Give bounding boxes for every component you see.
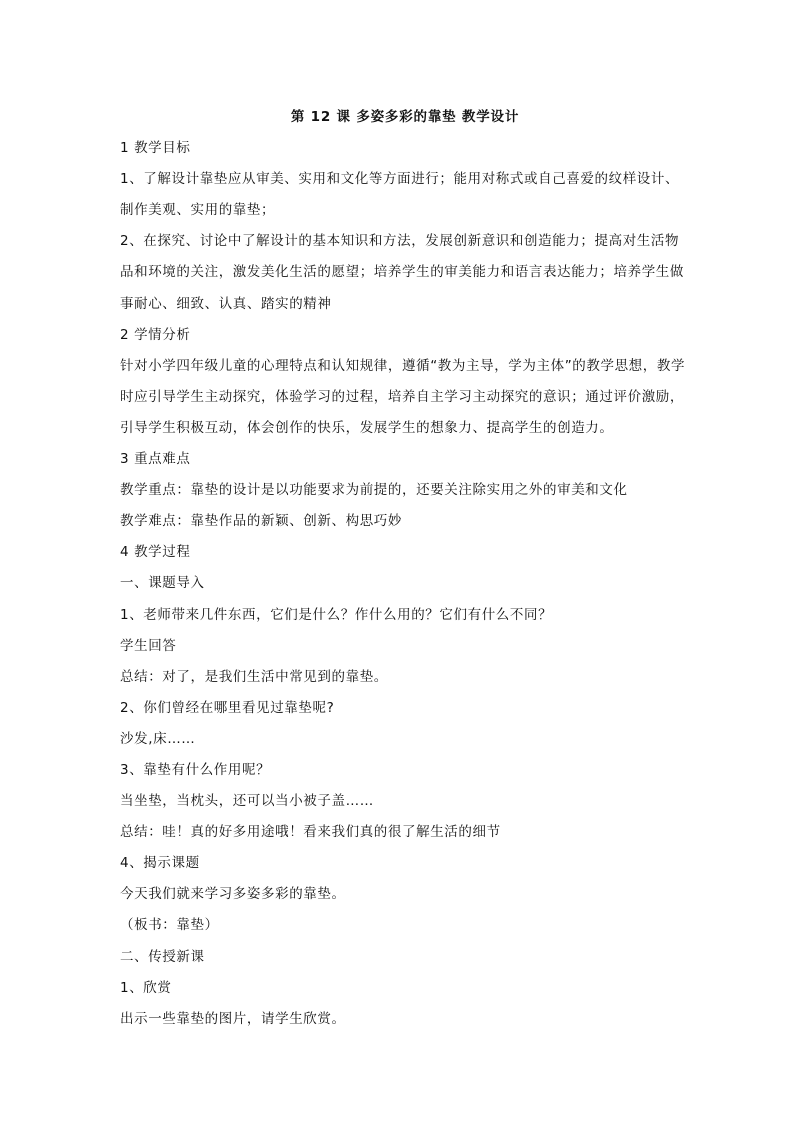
paragraph: 针对小学四年级儿童的心理特点和认知规律，遵循“教为主导，学为主体”的教学思想，教学 [120, 357, 686, 374]
section-heading-keypoints: 3 重点难点 [120, 451, 191, 468]
paragraph: 1、老师带来几件东西，它们是什么？作什么用的？它们有什么不同？ [120, 606, 553, 623]
document-body [120, 102, 686, 1035]
paragraph: 出示一些靠垫的图片，请学生欣赏。 [120, 1010, 346, 1027]
paragraph: 学生回答 [120, 637, 177, 654]
paragraph: 2、在探究、讨论中了解设计的基本知识和方法，发展创新意识和创造能力；提高对生活物 [120, 233, 680, 250]
paragraph: 事耐心、细致、认真、踏实的精神 [120, 295, 332, 312]
subheading: 一、课题导入 [120, 575, 205, 592]
paragraph: 品和环境的关注，激发美化生活的愿望；培养学生的审美能力和语言表达能力；培养学生做 [120, 264, 684, 281]
paragraph: 沙发,床…… [120, 730, 196, 747]
paragraph: 总结：哇！真的好多用途哦！看来我们真的很了解生活的细节 [120, 824, 501, 841]
paragraph: 4、揭示课题 [120, 855, 200, 872]
paragraph: 时应引导学生主动探究，体验学习的过程，培养自主学习主动探究的意识；通过评价激励， [120, 388, 684, 405]
paragraph: 今天我们就来学习多姿多彩的靠垫。 [120, 886, 346, 903]
paragraph: 引导学生积极互动，体会创作的快乐，发展学生的想象力、提高学生的创造力。 [120, 419, 614, 436]
paragraph: 教学难点：靠垫作品的新颖、创新、构思巧妙 [120, 513, 402, 530]
subheading: 二、传授新课 [120, 948, 205, 965]
document-title: 第 12 课 多姿多彩的靠垫 教学设计 [290, 109, 520, 125]
paragraph: 1、了解设计靠垫应从审美、实用和文化等方面进行；能用对称式或自己喜爱的纹样设计、 [120, 171, 680, 188]
paragraph: 1、欣赏 [120, 979, 172, 996]
paragraph: 教学重点：靠垫的设计是以功能要求为前提的，还要关注除实用之外的审美和文化 [120, 482, 628, 499]
paragraph: （板书：靠垫） [120, 917, 219, 934]
section-heading-goals: 1 教学目标 [120, 140, 191, 157]
paragraph: 3、靠垫有什么作用呢？ [120, 761, 271, 778]
paragraph: 制作美观、实用的靠垫； [120, 202, 276, 219]
paragraph: 总结：对了，是我们生活中常见到的靠垫。 [120, 668, 388, 685]
section-heading-process: 4 教学过程 [120, 544, 191, 561]
section-heading-analysis: 2 学情分析 [120, 326, 191, 343]
paragraph: 2、你们曾经在哪里看见过靠垫呢? [120, 699, 335, 716]
paragraph: 当坐垫，当枕头，还可以当小被子盖…… [120, 793, 374, 810]
